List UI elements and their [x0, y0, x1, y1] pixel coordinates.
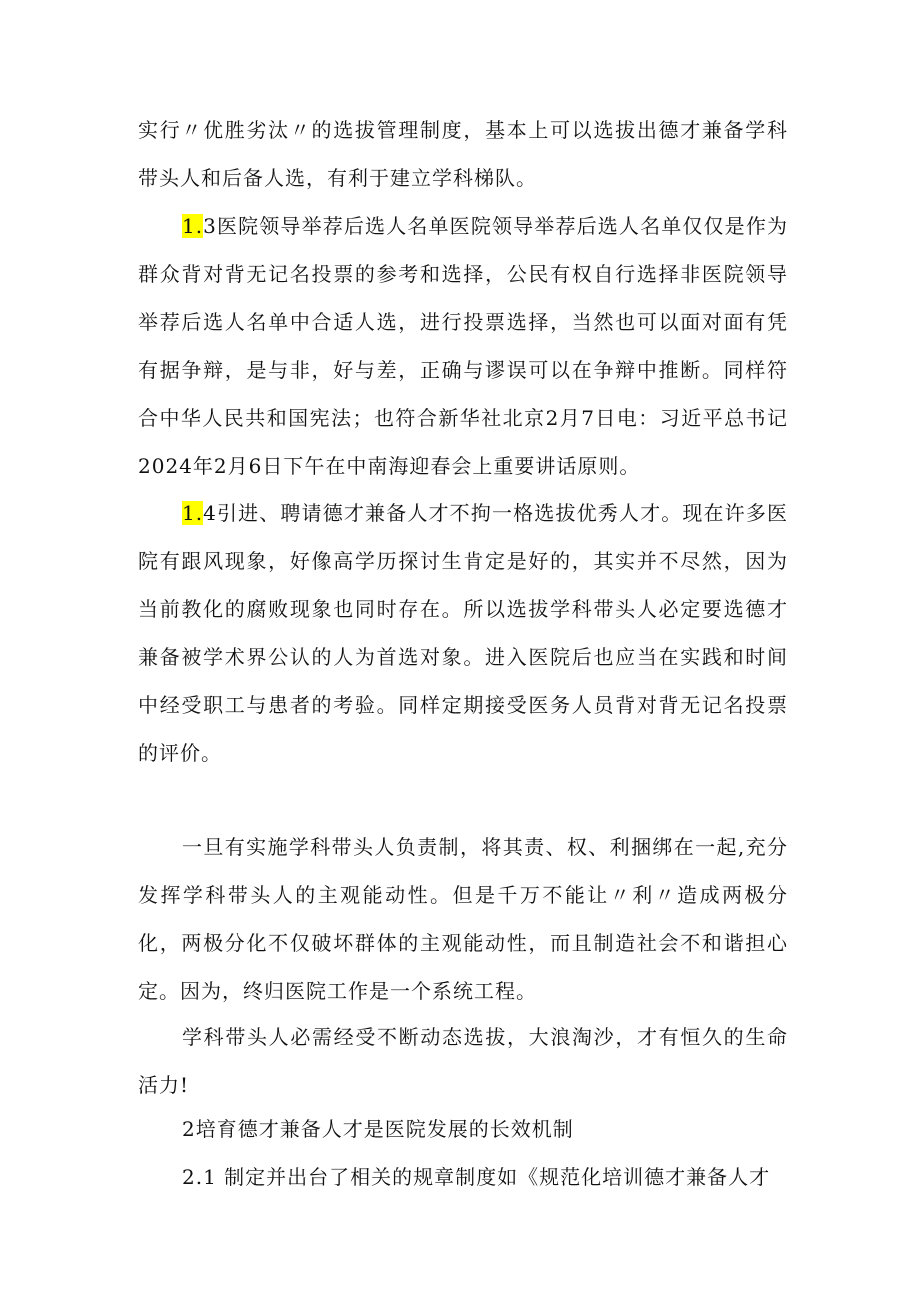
- paragraph-section-1-4: [138, 489, 788, 777]
- paragraph-dynamic-selection: [138, 1013, 788, 1109]
- paragraph-responsibility: [138, 823, 788, 1015]
- paragraph-section-1-3-text: 3医院领导举荐后选人名单医院领导举荐后选人名单仅仅是作为群众背对背无记名投票的参考和选择，公民有权自行选择非医院领导举荐后选人名单中合适人选，进行投票选择，当然也可以面对面有凭有据争辩，是与非，好与差，正确与谬误可以在争辩中推断。同样符合中华人民共和国宪法；也符合新华社北京2月7日电：习近平总书记2024年2月6日下午在中南海迎春会上重要讲话原则。: [138, 214, 788, 478]
- highlighted-section-marker: 1.: [182, 501, 204, 525]
- paragraph-section-2-1: [138, 1153, 788, 1201]
- paragraph-responsibility-text: 一旦有实施学科带头人负责制，将其责、权、利捆绑在一起,充分发挥学科带头人的主观能动性。但是千万不能让〃利〃造成两极分化，两极分化不仅破坏群体的主观能动性，而且制造社会不和谐担心定。因为，终归医院工作是一个系统工程。: [138, 835, 788, 1003]
- paragraph-dynamic-selection-text: 学科带头人必需经受不断动态选拔，大浪淘沙，才有恒久的生命活力!: [138, 1025, 788, 1097]
- section-heading-2-text: 2培育德才兼备人才是医院发展的长效机制: [182, 1117, 574, 1141]
- section-heading-2: [138, 1105, 788, 1153]
- highlighted-section-marker: 1.: [182, 214, 204, 238]
- paragraph-section-1-4-text: 4引进、聘请德才兼备人才不拘一格选拔优秀人才。现在许多医院有跟风现象，好像高学历探讨生肯定是好的，其实并不尽然，因为当前教化的腐败现象也同时存在。所以选拔学科带头人必定要选德才兼备被学术界公认的人为首选对象。进入医院后也应当在实践和时间中经受职工与患者的考验。同样定期接受医务人员背对背无记名投票的评价。: [138, 501, 788, 765]
- paragraph-section-2-1-text: 2.1 制定并出台了相关的规章制度如《规范化培训德才兼备人才: [182, 1165, 771, 1189]
- paragraph-section-1-3: [138, 202, 788, 490]
- paragraph-1-text: 实行〃优胜劣汰〃的选拔管理制度，基本上可以选拔出德才兼备学科带头人和后备人选，有利于建立学科梯队。: [138, 118, 788, 190]
- paragraph-1: [138, 106, 788, 202]
